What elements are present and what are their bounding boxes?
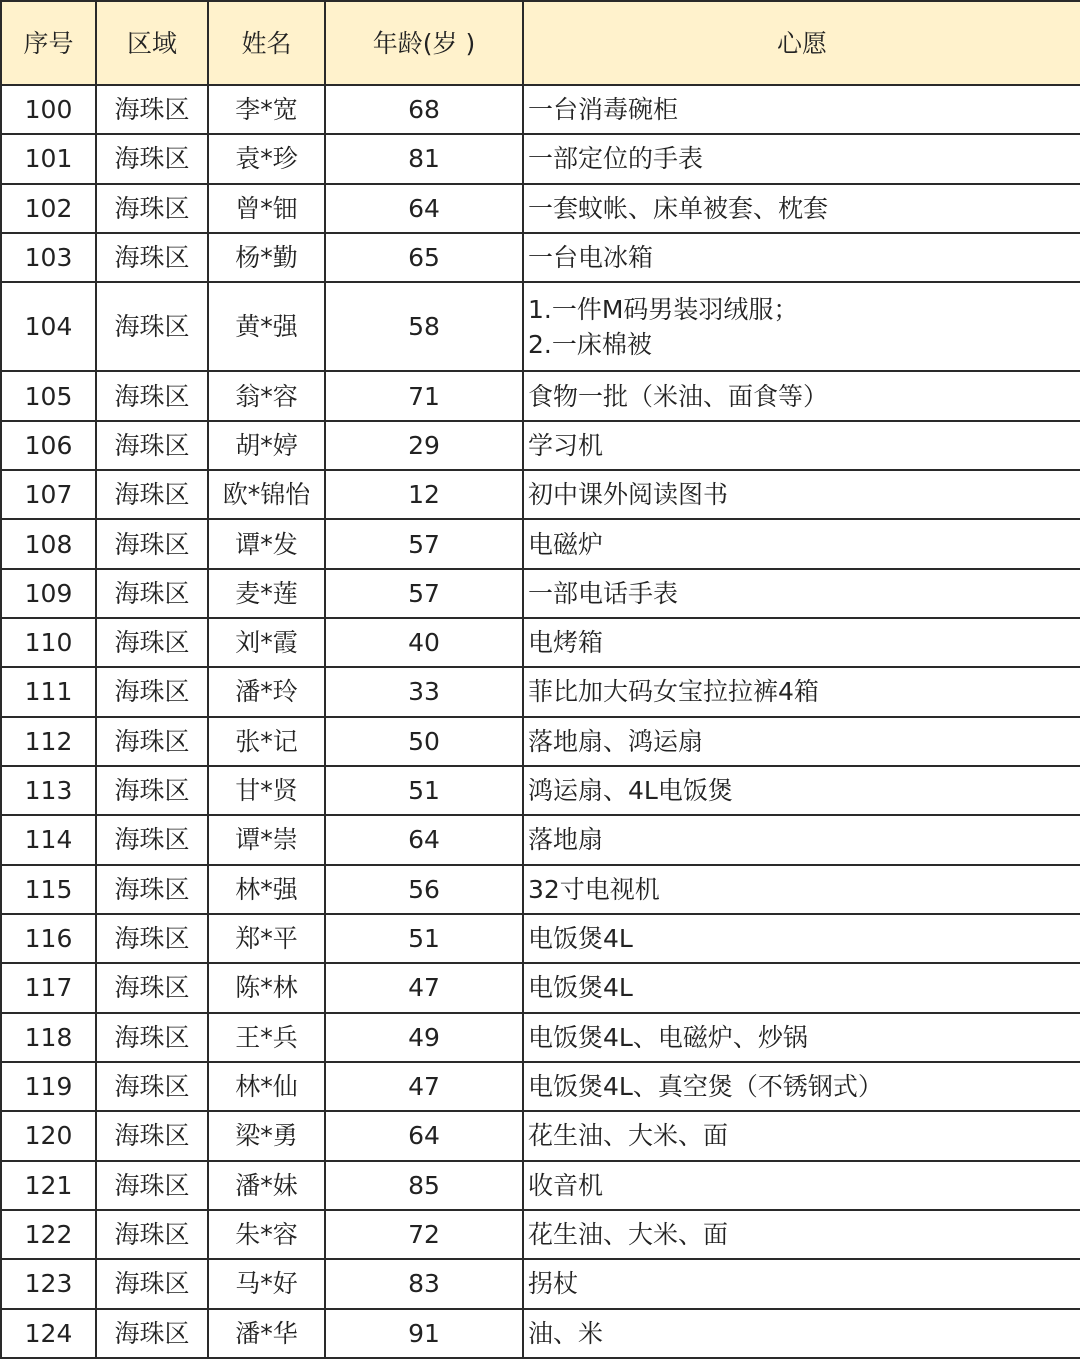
column-header-district: 区域 xyxy=(96,1,208,85)
table-row xyxy=(1,282,1080,371)
wish-line: 落地扇 xyxy=(528,825,604,855)
cell-name: 谭*崇 xyxy=(208,815,325,864)
table-row xyxy=(1,569,1080,618)
cell-name: 翁*容 xyxy=(208,371,325,420)
column-header-age: 年龄(岁 ) xyxy=(325,1,523,85)
cell-wish xyxy=(523,815,1080,864)
table-row xyxy=(1,667,1080,716)
cell-number: 114 xyxy=(1,815,96,864)
cell-district: 海珠区 xyxy=(96,766,208,815)
table-row xyxy=(1,233,1080,282)
cell-wish xyxy=(523,914,1080,963)
cell-name: 胡*婷 xyxy=(208,421,325,470)
wish-line: 初中课外阅读图书 xyxy=(528,480,729,510)
cell-district: 海珠区 xyxy=(96,1259,208,1308)
cell-district: 海珠区 xyxy=(96,184,208,233)
cell-district: 海珠区 xyxy=(96,914,208,963)
cell-wish xyxy=(523,569,1080,618)
wish-line: 一部定位的手表 xyxy=(528,144,704,174)
cell-wish xyxy=(523,134,1080,183)
table-row xyxy=(1,717,1080,766)
cell-district: 海珠区 xyxy=(96,865,208,914)
cell-district: 海珠区 xyxy=(96,371,208,420)
wish-line: 1.一件M码男装羽绒服； xyxy=(528,294,799,324)
cell-wish xyxy=(523,1013,1080,1062)
cell-age: 29 xyxy=(325,421,523,470)
cell-wish xyxy=(523,1210,1080,1259)
cell-district: 海珠区 xyxy=(96,470,208,519)
table-row xyxy=(1,766,1080,815)
wish-line: 电磁炉 xyxy=(528,529,604,559)
cell-number: 122 xyxy=(1,1210,96,1259)
cell-name: 袁*珍 xyxy=(208,134,325,183)
cell-number: 110 xyxy=(1,618,96,667)
cell-district: 海珠区 xyxy=(96,134,208,183)
wish-line: 收音机 xyxy=(528,1170,604,1200)
cell-number: 113 xyxy=(1,766,96,815)
cell-number: 118 xyxy=(1,1013,96,1062)
wish-line: 拐杖 xyxy=(528,1269,579,1299)
cell-wish xyxy=(523,1062,1080,1111)
cell-name: 谭*发 xyxy=(208,519,325,568)
cell-number: 111 xyxy=(1,667,96,716)
cell-wish xyxy=(523,1259,1080,1308)
cell-wish xyxy=(523,371,1080,420)
wish-line: 一部电话手表 xyxy=(528,578,679,608)
cell-number: 106 xyxy=(1,421,96,470)
wish-line: 电饭煲4L xyxy=(528,924,633,954)
cell-number: 109 xyxy=(1,569,96,618)
cell-wish xyxy=(523,618,1080,667)
table-row xyxy=(1,914,1080,963)
cell-name: 杨*勤 xyxy=(208,233,325,282)
cell-district: 海珠区 xyxy=(96,421,208,470)
cell-name: 朱*容 xyxy=(208,1210,325,1259)
cell-number: 117 xyxy=(1,963,96,1012)
cell-age: 81 xyxy=(325,134,523,183)
cell-wish xyxy=(523,865,1080,914)
cell-name: 马*好 xyxy=(208,1259,325,1308)
cell-age: 65 xyxy=(325,233,523,282)
wish-line: 食物一批（米油、面食等） xyxy=(528,381,829,411)
cell-name: 潘*玲 xyxy=(208,667,325,716)
cell-age: 40 xyxy=(325,618,523,667)
column-header-number: 序号 xyxy=(1,1,96,85)
cell-number: 120 xyxy=(1,1111,96,1160)
wish-line: 一套蚊帐、床单被套、枕套 xyxy=(528,193,829,223)
cell-number: 102 xyxy=(1,184,96,233)
table-row xyxy=(1,1309,1080,1358)
cell-wish xyxy=(523,1161,1080,1210)
cell-wish xyxy=(523,717,1080,766)
cell-age: 64 xyxy=(325,184,523,233)
table-row xyxy=(1,865,1080,914)
cell-wish xyxy=(523,667,1080,716)
table-row xyxy=(1,618,1080,667)
wish-line: 电饭煲4L xyxy=(528,973,633,1003)
table-row xyxy=(1,421,1080,470)
cell-name: 欧*锦怡 xyxy=(208,470,325,519)
wish-line: 花生油、大米、面 xyxy=(528,1121,729,1151)
wish-line: 一台消毒碗柜 xyxy=(528,95,679,125)
wish-line: 电饭煲4L、电磁炉、炒锅 xyxy=(528,1022,808,1052)
cell-age: 33 xyxy=(325,667,523,716)
cell-number: 105 xyxy=(1,371,96,420)
wish-line: 32寸电视机 xyxy=(528,874,660,904)
cell-district: 海珠区 xyxy=(96,282,208,371)
table-row xyxy=(1,134,1080,183)
wish-line: 电烤箱 xyxy=(528,628,604,658)
cell-wish xyxy=(523,85,1080,134)
table-row xyxy=(1,1013,1080,1062)
cell-age: 50 xyxy=(325,717,523,766)
cell-district: 海珠区 xyxy=(96,1210,208,1259)
cell-number: 107 xyxy=(1,470,96,519)
cell-number: 112 xyxy=(1,717,96,766)
cell-name: 郑*平 xyxy=(208,914,325,963)
cell-age: 51 xyxy=(325,766,523,815)
cell-name: 林*强 xyxy=(208,865,325,914)
cell-district: 海珠区 xyxy=(96,569,208,618)
cell-district: 海珠区 xyxy=(96,1161,208,1210)
cell-name: 王*兵 xyxy=(208,1013,325,1062)
cell-number: 104 xyxy=(1,282,96,371)
wish-line: 一台电冰箱 xyxy=(528,243,654,273)
cell-district: 海珠区 xyxy=(96,815,208,864)
cell-age: 57 xyxy=(325,569,523,618)
cell-name: 张*记 xyxy=(208,717,325,766)
cell-age: 58 xyxy=(325,282,523,371)
cell-name: 林*仙 xyxy=(208,1062,325,1111)
cell-name: 刘*霞 xyxy=(208,618,325,667)
cell-age: 56 xyxy=(325,865,523,914)
table-row xyxy=(1,1111,1080,1160)
header-row xyxy=(1,1,1080,85)
cell-number: 119 xyxy=(1,1062,96,1111)
cell-number: 123 xyxy=(1,1259,96,1308)
cell-name: 曾*钿 xyxy=(208,184,325,233)
wish-line: 落地扇、鸿运扇 xyxy=(528,726,704,756)
cell-name: 潘*妹 xyxy=(208,1161,325,1210)
cell-district: 海珠区 xyxy=(96,1111,208,1160)
cell-age: 91 xyxy=(325,1309,523,1358)
cell-number: 108 xyxy=(1,519,96,568)
table-row xyxy=(1,184,1080,233)
cell-name: 李*宽 xyxy=(208,85,325,134)
cell-district: 海珠区 xyxy=(96,963,208,1012)
cell-age: 72 xyxy=(325,1210,523,1259)
cell-district: 海珠区 xyxy=(96,519,208,568)
cell-wish xyxy=(523,1309,1080,1358)
cell-number: 116 xyxy=(1,914,96,963)
cell-name: 陈*林 xyxy=(208,963,325,1012)
cell-age: 71 xyxy=(325,371,523,420)
cell-name: 梁*勇 xyxy=(208,1111,325,1160)
cell-wish xyxy=(523,766,1080,815)
wish-line: 学习机 xyxy=(528,430,604,460)
cell-age: 47 xyxy=(325,963,523,1012)
cell-wish xyxy=(523,519,1080,568)
cell-district: 海珠区 xyxy=(96,85,208,134)
cell-district: 海珠区 xyxy=(96,1309,208,1358)
cell-wish xyxy=(523,282,1080,371)
cell-wish xyxy=(523,184,1080,233)
table-row xyxy=(1,85,1080,134)
table-row xyxy=(1,963,1080,1012)
cell-name: 甘*贤 xyxy=(208,766,325,815)
column-header-name: 姓名 xyxy=(208,1,325,85)
table-row xyxy=(1,470,1080,519)
cell-age: 57 xyxy=(325,519,523,568)
cell-wish xyxy=(523,470,1080,519)
cell-name: 潘*华 xyxy=(208,1309,325,1358)
cell-number: 124 xyxy=(1,1309,96,1358)
cell-name: 麦*莲 xyxy=(208,569,325,618)
cell-name: 黄*强 xyxy=(208,282,325,371)
cell-wish xyxy=(523,421,1080,470)
cell-wish xyxy=(523,233,1080,282)
cell-number: 100 xyxy=(1,85,96,134)
cell-age: 68 xyxy=(325,85,523,134)
cell-age: 85 xyxy=(325,1161,523,1210)
wish-line: 油、米 xyxy=(528,1318,604,1348)
cell-number: 115 xyxy=(1,865,96,914)
cell-age: 64 xyxy=(325,815,523,864)
table-row xyxy=(1,519,1080,568)
wish-line: 花生油、大米、面 xyxy=(528,1220,729,1250)
cell-wish xyxy=(523,1111,1080,1160)
wish-line: 电饭煲4L、真空煲（不锈钢式） xyxy=(528,1072,883,1102)
wish-line: 菲比加大码女宝拉拉裤4箱 xyxy=(528,677,819,707)
cell-wish xyxy=(523,963,1080,1012)
wish-line: 鸿运扇、4L电饭煲 xyxy=(528,776,733,806)
cell-district: 海珠区 xyxy=(96,1062,208,1111)
cell-district: 海珠区 xyxy=(96,717,208,766)
table-row xyxy=(1,1161,1080,1210)
cell-district: 海珠区 xyxy=(96,667,208,716)
cell-district: 海珠区 xyxy=(96,618,208,667)
cell-number: 103 xyxy=(1,233,96,282)
cell-district: 海珠区 xyxy=(96,233,208,282)
wish-line: 2.一床棉被 xyxy=(528,329,652,359)
table-row xyxy=(1,1210,1080,1259)
cell-number: 101 xyxy=(1,134,96,183)
cell-age: 12 xyxy=(325,470,523,519)
table-row xyxy=(1,371,1080,420)
cell-number: 121 xyxy=(1,1161,96,1210)
cell-district: 海珠区 xyxy=(96,1013,208,1062)
cell-age: 47 xyxy=(325,1062,523,1111)
table-row xyxy=(1,1062,1080,1111)
cell-age: 51 xyxy=(325,914,523,963)
cell-age: 49 xyxy=(325,1013,523,1062)
table-body xyxy=(1,85,1080,1358)
column-header-wish: 心愿 xyxy=(523,1,1080,85)
table-row xyxy=(1,1259,1080,1308)
cell-age: 83 xyxy=(325,1259,523,1308)
table-row xyxy=(1,815,1080,864)
cell-age: 64 xyxy=(325,1111,523,1160)
